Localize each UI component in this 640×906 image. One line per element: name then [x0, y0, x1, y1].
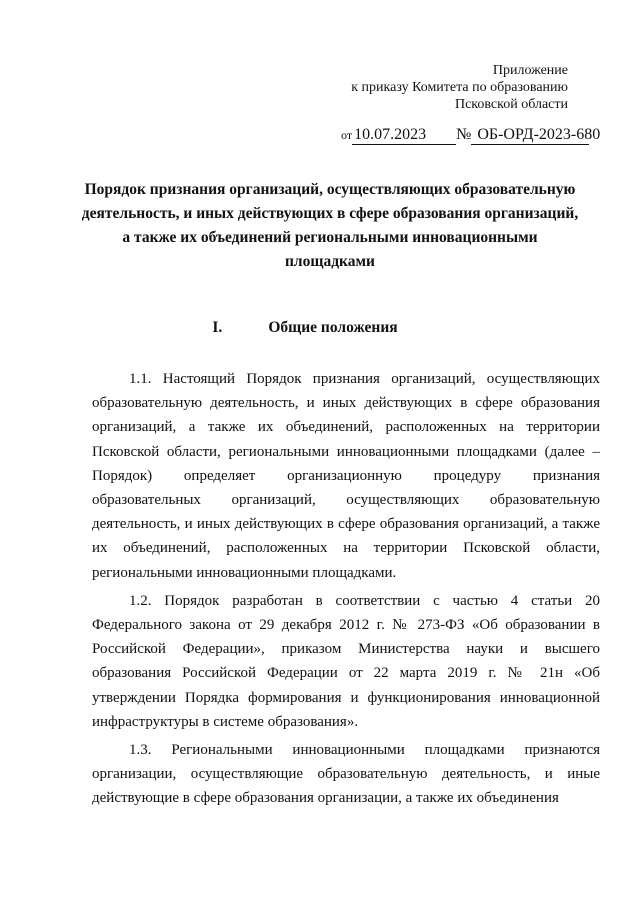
order-number: ОБ-ОРД-2023-680 [471, 126, 589, 145]
order-date: 10.07.2023 [352, 126, 456, 145]
appendix-header [308, 62, 568, 113]
document-title: Порядок признания организаций, осуществляющих образовательную деятельность, и иных действующих в сфере образования организаций, а также их объединений региональными инновационными площадками [81, 181, 579, 270]
section-title: Общие положения [268, 319, 398, 336]
paragraph: 1.3. Региональными инновационными площадками признаются организации, осуществляющие образовательную деятельность, и иные действующие в сфере образования организации, а также их объединения [92, 742, 600, 807]
appendix-line: Приложение [492, 63, 568, 78]
section-number: I. [212, 319, 223, 336]
order-number-label: № [456, 126, 472, 143]
order-from-label: от [341, 128, 353, 142]
paragraph: 1.2. Порядок разработан в соответствии с частью 4 статьи 20 Федерального закона от 29 декабря 2012 г. № 273-ФЗ «Об образовании в Российской Федерации», приказом Министерства науки и высшего образования Российской Федерации от 22 марта 2019 г. № 21н «Об утверждении Порядка формирования и функционирования инновационной инфраструктуры в системе образования». [92, 592, 600, 730]
appendix-line: Псковской области [454, 97, 568, 112]
document-body [92, 367, 600, 811]
appendix-line: к приказу Комитета по образованию [351, 80, 568, 95]
paragraph: 1.1. Настоящий Порядок признания организаций, осуществляющих образовательную деятельность, и иных действующих в сфере образования организаций, а также их объединений, расположенных на территории Псковской области, региональными инновационными площадками (далее – Порядок) определяет организационную процедуру признания образовательных организаций, осуществляющих образовательную деятельность, и иных действующих в сфере образования организаций, а также их объединений, расположенных на территории Псковской области, региональными инновационными площадками. [92, 371, 600, 581]
order-reference [341, 126, 601, 145]
section-heading [0, 318, 640, 338]
